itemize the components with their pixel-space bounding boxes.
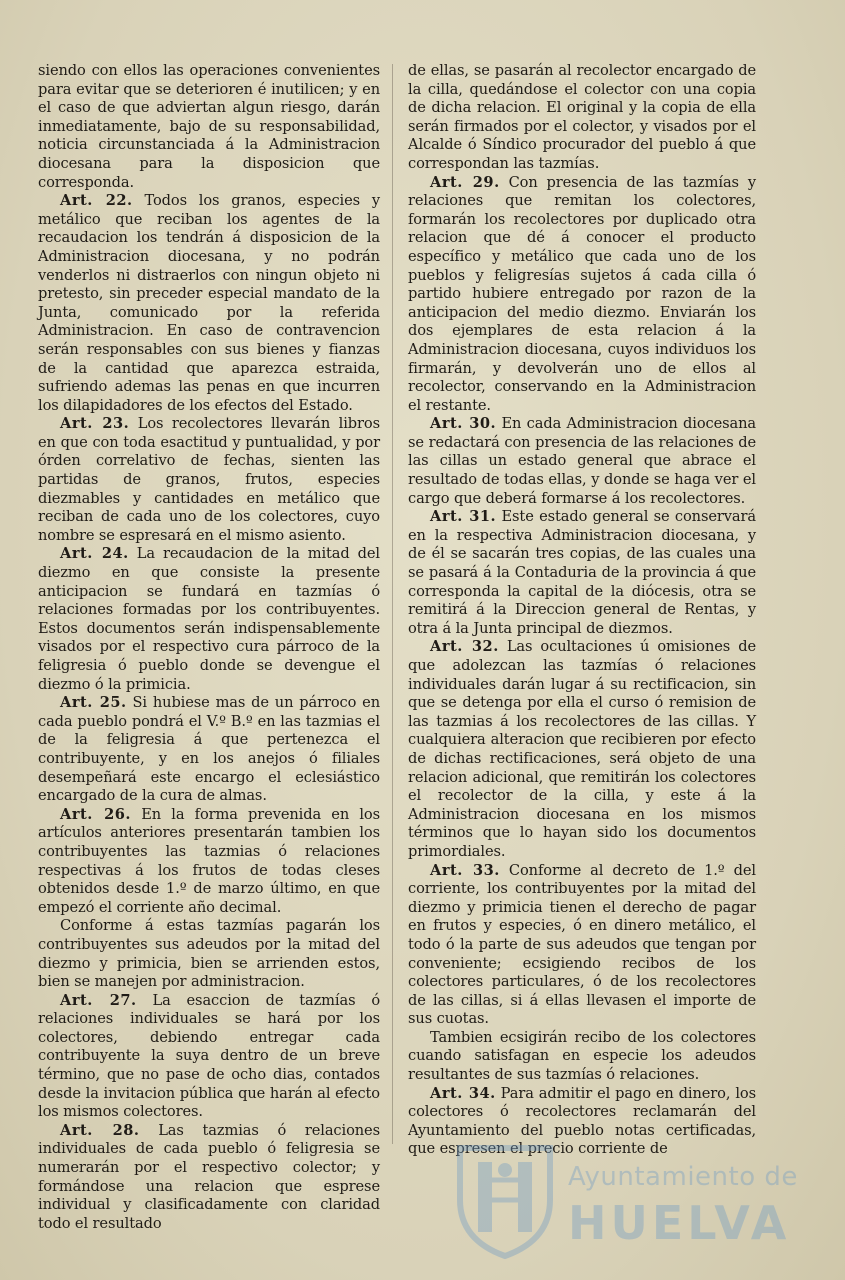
- paragraph-text: siendo con ellos las operaciones convenientes para evitar que se deterioren é inutilicen; y en el caso de que adviertan algun riesgo, darán inmediatamente, bajo de su responsabilidad, noticia circunstanciada á la Administracion diocesana para la disposicion que corresponda.: [38, 62, 380, 191]
- article-25: [38, 694, 380, 806]
- left-column: [38, 62, 380, 1233]
- watermark: [450, 1140, 798, 1260]
- article-text: Todos los granos, especies y metálico que reciban los agentes de la recaudacion los tendrán á disposicion de la Administracion diocesana, y no podrán venderlos ni distraerlos con ningun objeto ni pretesto, sin preceder especial mandato de la Junta, comunicado por la referida Administracion. En caso de contravencion serán responsables con sus bienes y fianzas de la cantidad que aparezca estraida, sufriendo ademas las penas en que incurren los dilapidadores de los efectos del Estado.: [38, 192, 380, 414]
- article-label: Art. 28.: [60, 1121, 140, 1139]
- watermark-line-2: HUELVA: [568, 1196, 791, 1250]
- article-label: Art. 27.: [60, 991, 137, 1009]
- article-label: Art. 22.: [60, 192, 133, 210]
- article-label: Art. 30.: [430, 415, 497, 433]
- article-27: [38, 992, 380, 1122]
- article-label: Art. 23.: [60, 415, 130, 433]
- article-24: [38, 545, 380, 694]
- article-33: [408, 862, 756, 1029]
- article-label: Art. 29.: [430, 173, 500, 191]
- watermark-line-1: Ayuntamiento de: [568, 1162, 798, 1192]
- article-text: En cada Administracion diocesana se redactará con presencia de las relaciones de las cillas un estado general que abrace el resultado de todas ellas, y donde se haga ver el cargo que deberá formarse á los recolectores.: [408, 415, 757, 507]
- article-text: Los recolectores llevarán libros en que con toda esactitud y puntualidad, y por órden correlativo de fechas, sienten las partidas de granos, frutos, especies diezmables y cantidades en metálico que reciban de cada uno de los colectores, cuyo nombre se espresará en el mismo asiento.: [38, 415, 380, 544]
- article-text: La esaccion de tazmías ó relaciones individuales se hará por los colectores, debiendo entregar cada contribuyente la suya dentro de un breve término, que no pase de ocho dias, contados desde la invitacion pública que harán al efecto los mismos colectores.: [38, 991, 381, 1121]
- article-text: La recaudacion de la mitad del diezmo en que consiste la presente anticipacion se fundará en tazmías ó relaciones formadas por los contribuyentes. Estos documentos serán indispensablemente visados por el respectivo cura párroco de la feligresia ó pueblo donde se devengue el diezmo ó la primicia.: [38, 545, 380, 693]
- paragraph-continuation: [38, 62, 380, 192]
- article-30: [408, 415, 756, 508]
- article-23: [38, 415, 380, 545]
- article-label: Art. 24.: [60, 545, 129, 563]
- paragraph-tambien: [408, 1029, 756, 1085]
- article-text: Conforme al decreto de 1.º del corriente, los contribuyentes por la mitad del diezmo y primicia tienen el derecho de pagar en frutos y especies, ó en dinero metálico, el todo ó la parte de sus adeudos que tengan por conveniente; ecsigiendo recibos de los colectores particulares, ó de los recolectores de las cillas, si á ellas llevasen el importe de sus cuotas.: [408, 861, 756, 1028]
- article-text: Este estado general se conservará en la respectiva Administracion diocesana, y de él se sacarán tres copias, de las cuales una se pasará á la Contaduria de la provincia á que corresponda la capital de la diócesis, otra se remitirá á la Direccion general de Rentas, y otra á la Junta principal de diezmos.: [408, 508, 756, 637]
- coat-of-arms-icon: [450, 1140, 560, 1260]
- article-22: [38, 192, 380, 415]
- article-label: Art. 33.: [430, 861, 500, 879]
- article-text: Para admitir el pago en dinero, los colectores ó recolectores reclamarán del Ayuntamiento del pueblo notas certificadas, que espresen el precio corriente de: [408, 1084, 756, 1158]
- article-31: [408, 508, 756, 638]
- article-label: Art. 26.: [60, 805, 131, 823]
- article-label: Art. 25.: [60, 694, 127, 712]
- column-divider: [392, 64, 393, 1144]
- article-text: Con presencia de las tazmías y relaciones que remitan los colectores, formarán los recolectores por duplicado otra relacion que dé á conocer el producto específico y metálico que cada uno de los pueblos y feligresías sujetos á cada cilla ó partido hubiere entregado por razon de la anticipacion del medio diezmo. Enviarán los dos ejemplares de esta relacion á la Administracion diocesana, cuyos individuos los firmarán, y devolverán uno de ellos al recolector, conservando en la Administracion el restante.: [408, 173, 756, 414]
- article-label: Art. 34.: [430, 1084, 496, 1102]
- right-column: [408, 62, 756, 1159]
- article-text: En la forma prevenida en los artículos anteriores presentarán tambien los contribuyentes las tazmias ó relaciones respectivas á los frutos de todas cleses obtenidos desde 1.º de marzo último, en que empezó el corriente año decimal.: [38, 805, 380, 916]
- article-text: Si hubiese mas de un párroco en cada pueblo pondrá el V.º B.º en las tazmias el de la feligresia á que pertenezca el contribuyente, y en los anejos ó filiales desempeñará este encargo el eclesiástico encargado de la cura de almas.: [38, 694, 380, 805]
- paragraph-continuation: [408, 62, 756, 174]
- article-text: Las tazmias ó relaciones individuales de cada pueblo ó feligresia se numerarán por el respectivo colector; y formándose una relacion que esprese individual y clasificadamente con claridad todo el resultado: [38, 1121, 380, 1232]
- article-26: [38, 806, 380, 918]
- paragraph-text: Tambien ecsigirán recibo de los colectores cuando satisfagan en especie los adeudos resultantes de sus tazmías ó relaciones.: [408, 1028, 756, 1084]
- article-text: Las ocultaciones ú omisiones de que adolezcan las tazmías ó relaciones individuales darán lugar á su rectificacion, sin que se detenga por ella el curso ó remision de las tazmias á los recolectores de las cillas. Y cualquiera alteracion que recibieren por efecto de dichas rectificaciones, será objeto de una relacion adicional, que remitirán los colectores el recolector de la cilla, y este á la Administracion diocesana en los mismos términos que lo hayan sido los documentos primordiales.: [408, 638, 756, 860]
- paragraph-text: Conforme á estas tazmías pagarán los contribuyentes sus adeudos por la mitad del diezmo y primicia, bien se arrienden estos, bien se manejen por administracion.: [38, 917, 380, 991]
- article-32: [408, 638, 756, 861]
- article-28: [38, 1122, 380, 1234]
- article-29: [408, 174, 756, 416]
- paragraph-text: de ellas, se pasarán al recolector encargado de la cilla, quedándose el colector con una copia de dicha relacion. El original y la copia de ella serán firmados por el colector, y visados por el Alcalde ó Síndico procurador del pueblo á que correspondan las tazmías.: [408, 62, 756, 172]
- article-label: Art. 31.: [430, 508, 497, 526]
- paragraph-conforme: [38, 917, 380, 991]
- article-label: Art. 32.: [430, 638, 499, 656]
